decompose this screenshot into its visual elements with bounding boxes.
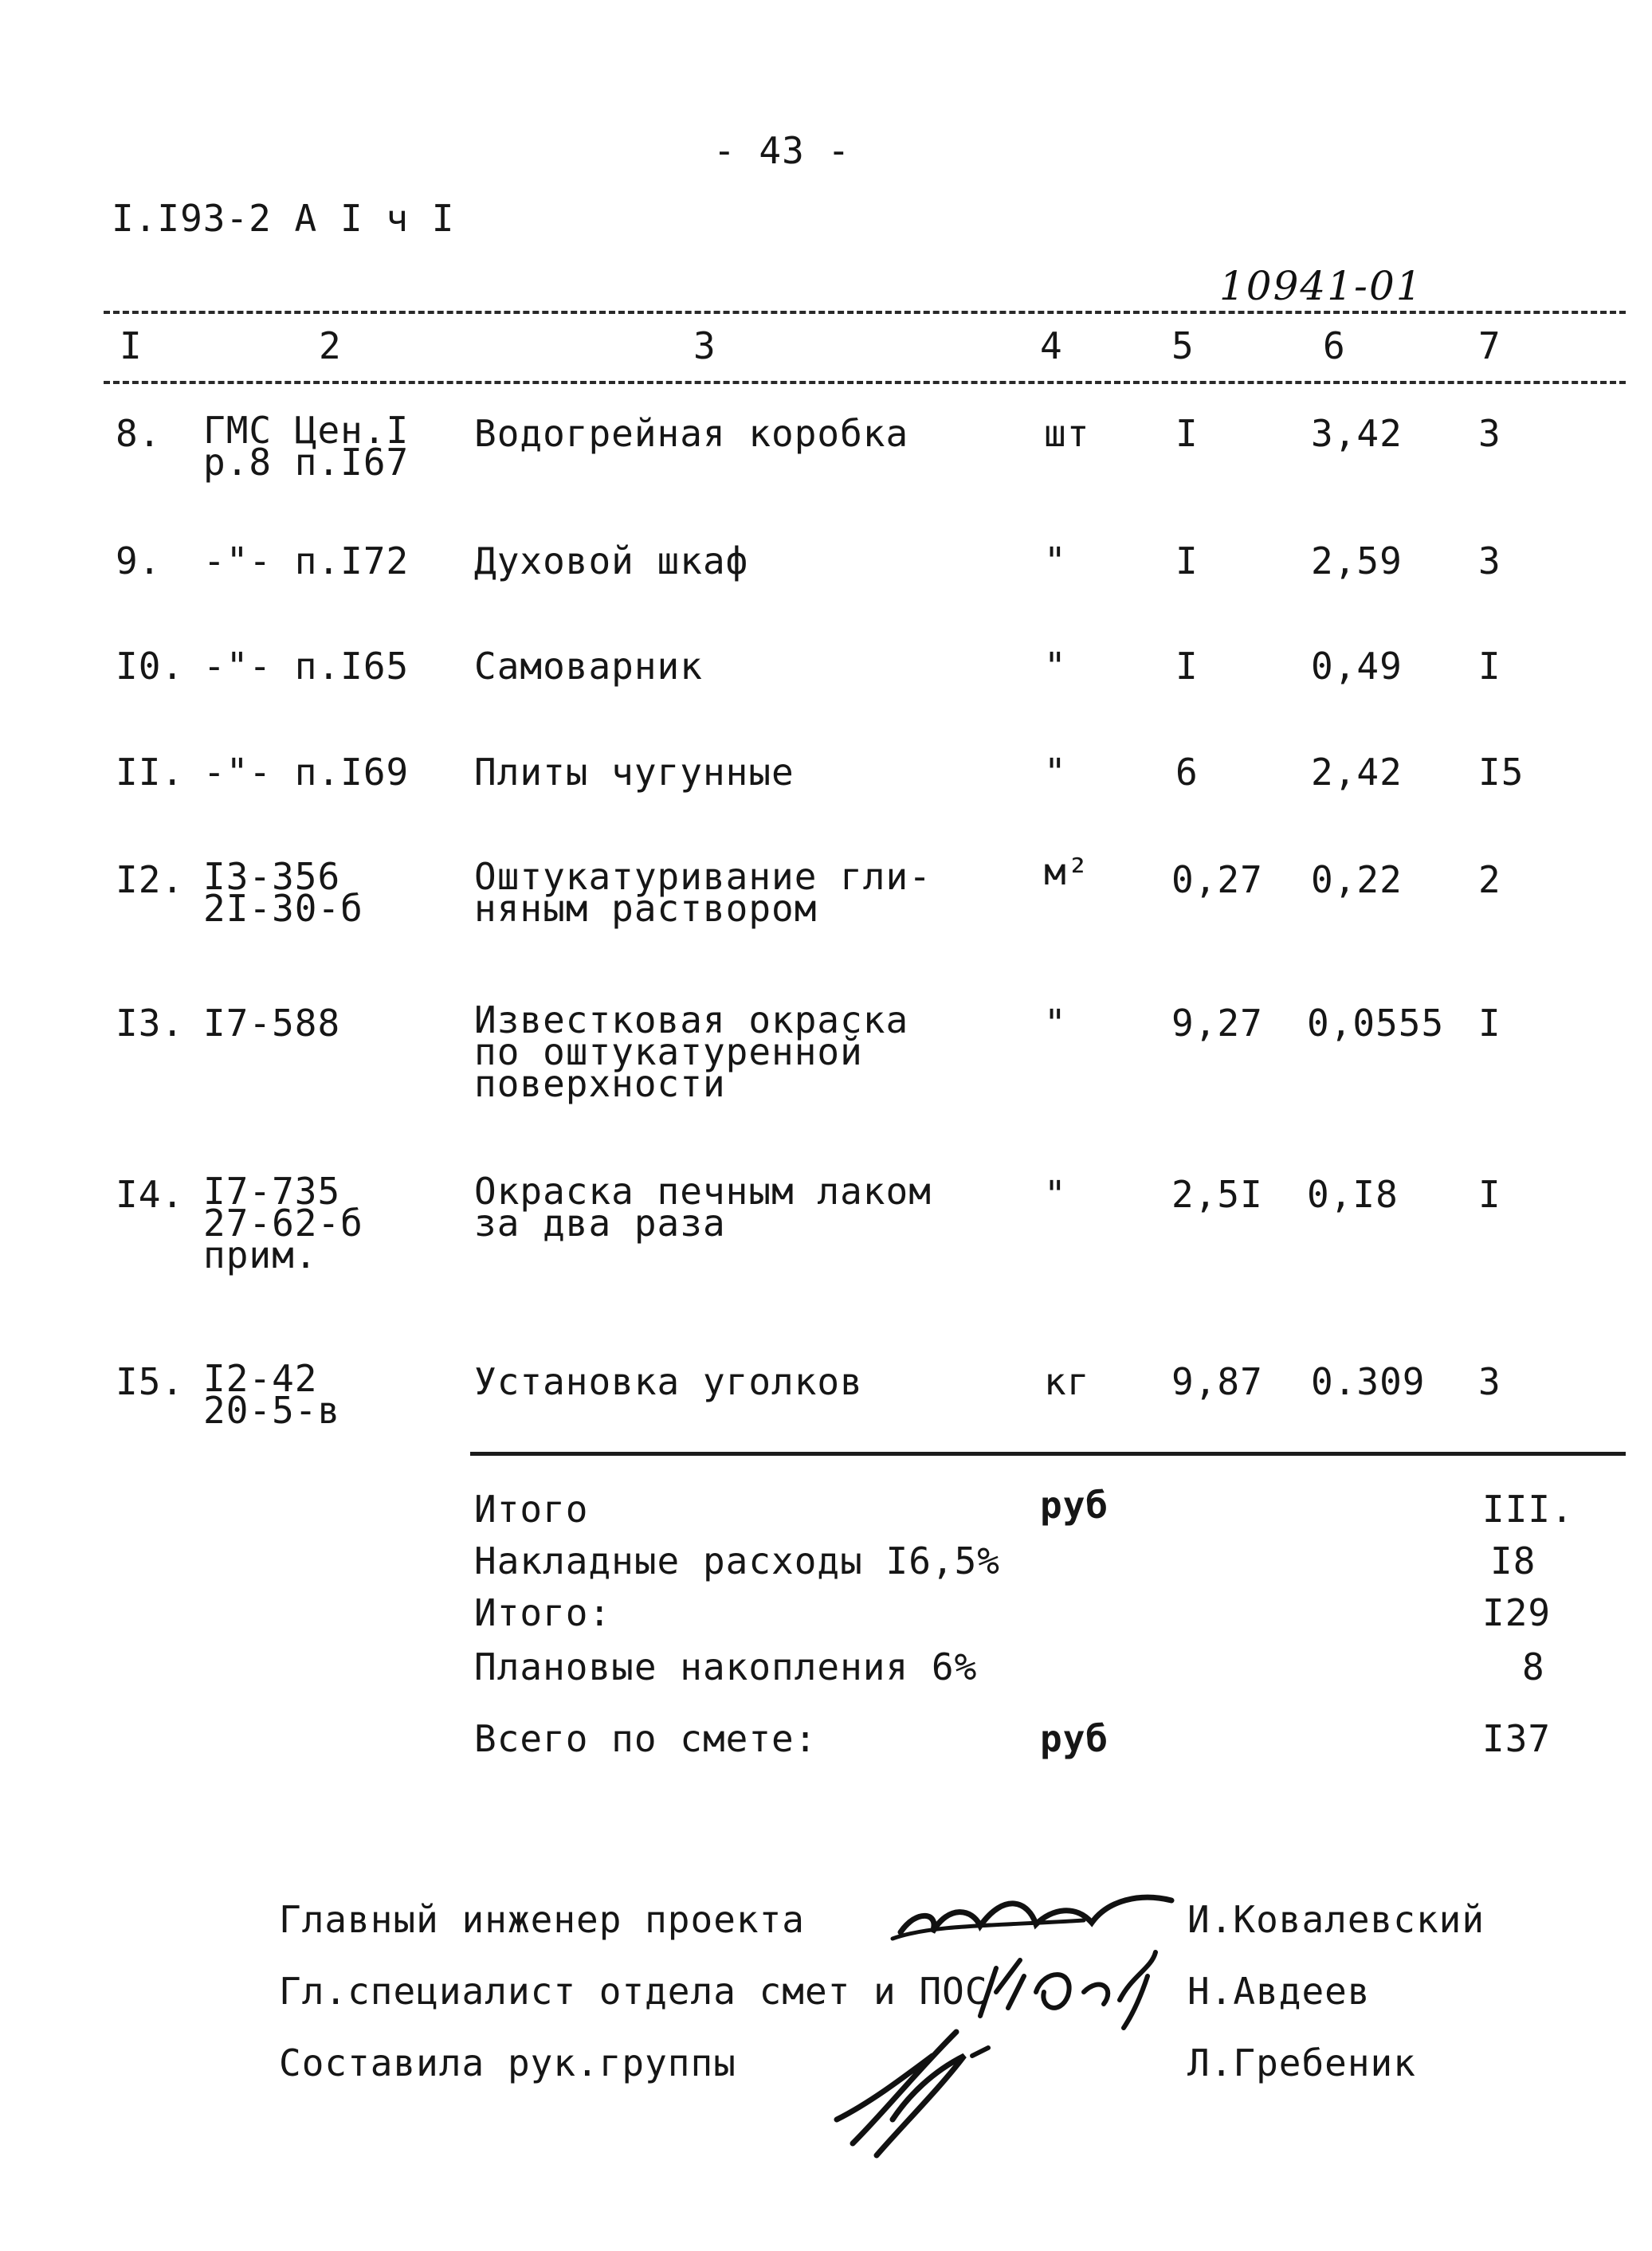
signature-title: Гл.специалист отдела смет и ПОС bbox=[279, 1970, 988, 2013]
header-bottom-rule bbox=[104, 381, 1626, 384]
row-number: I2. bbox=[116, 858, 185, 901]
row-unit-price: 2,59 bbox=[1311, 539, 1403, 582]
totals-unit: руб bbox=[1040, 1717, 1109, 1760]
row-reference: I3-356 2I-30-б bbox=[203, 855, 363, 930]
row-unit: шт bbox=[1044, 412, 1090, 455]
row-reference: -"- п.I69 bbox=[203, 751, 410, 794]
row-number: I5. bbox=[116, 1360, 185, 1403]
row-unit: кг bbox=[1044, 1360, 1090, 1403]
row-unit: " bbox=[1044, 1002, 1067, 1045]
row-unit-price: 0.309 bbox=[1311, 1360, 1426, 1403]
row-number: I3. bbox=[116, 1002, 185, 1045]
totals-label: Итого bbox=[474, 1488, 589, 1531]
row-reference: I2-42 20-5-в bbox=[203, 1357, 341, 1432]
row-reference: I7-588 bbox=[203, 1002, 341, 1045]
row-quantity: 0,27 bbox=[1171, 858, 1263, 901]
row-quantity: 2,5I bbox=[1171, 1173, 1263, 1216]
column-header-6: 6 bbox=[1323, 324, 1346, 367]
totals-rule bbox=[470, 1452, 1626, 1456]
row-total: 3 bbox=[1478, 539, 1501, 582]
signature-name: Л.Гребеник bbox=[1187, 2041, 1416, 2084]
row-quantity: I bbox=[1175, 539, 1199, 582]
row-number: 8. bbox=[116, 412, 162, 455]
row-number: II. bbox=[116, 751, 185, 794]
totals-label: Плановые накопления 6% bbox=[474, 1645, 978, 1688]
row-description: Самоварник bbox=[474, 645, 703, 688]
row-quantity: 9,87 bbox=[1171, 1360, 1263, 1403]
row-description: Водогрейная коробка bbox=[474, 412, 909, 455]
row-unit: " bbox=[1044, 645, 1067, 688]
row-total: 2 bbox=[1478, 858, 1501, 901]
totals-label: Итого: bbox=[474, 1591, 612, 1634]
row-unit-price: 2,42 bbox=[1311, 751, 1403, 794]
document-code: I.I93-2 А I ч I bbox=[112, 197, 455, 240]
totals-label: Всего по смете: bbox=[474, 1717, 818, 1760]
signature-title: Составила рук.группы bbox=[279, 2041, 736, 2084]
row-number: I4. bbox=[116, 1173, 185, 1216]
signature-title: Главный инженер проекта bbox=[279, 1898, 805, 1941]
row-total: I bbox=[1478, 1002, 1501, 1045]
totals-value: III. bbox=[1482, 1488, 1574, 1531]
row-unit: " bbox=[1044, 1173, 1067, 1216]
row-unit-price: 0,0555 bbox=[1307, 1002, 1445, 1045]
column-header-7: 7 bbox=[1478, 324, 1501, 367]
row-total: I5 bbox=[1478, 751, 1524, 794]
row-number: I0. bbox=[116, 645, 185, 688]
signature-mark-2 bbox=[964, 1944, 1171, 2032]
signature-name: И.Ковалевский bbox=[1187, 1898, 1485, 1941]
totals-value: I29 bbox=[1482, 1591, 1552, 1634]
row-reference: -"- п.I72 bbox=[203, 539, 410, 582]
row-unit-price: 0,49 bbox=[1311, 645, 1403, 688]
totals-value: I37 bbox=[1482, 1717, 1552, 1760]
column-header-4: 4 bbox=[1040, 324, 1063, 367]
row-description: Оштукатуривание гли- няным раствором bbox=[474, 855, 932, 930]
column-header-1: I bbox=[120, 324, 143, 367]
row-quantity: 6 bbox=[1175, 751, 1199, 794]
row-quantity: I bbox=[1175, 412, 1199, 455]
row-number: 9. bbox=[116, 539, 162, 582]
column-header-3: 3 bbox=[693, 324, 716, 367]
handwritten-number: 10941-01 bbox=[1219, 263, 1423, 309]
totals-unit: руб bbox=[1040, 1484, 1109, 1527]
row-description: Известковая окраска по оштукатуренной поверхности bbox=[474, 998, 909, 1105]
row-reference: ГМС Цен.I р.8 п.I67 bbox=[203, 409, 410, 484]
row-unit: " bbox=[1044, 751, 1067, 794]
signature-name: Н.Авдеев bbox=[1187, 1970, 1371, 2013]
page-number: - 43 - bbox=[713, 129, 851, 172]
row-description: Духовой шкаф bbox=[474, 539, 749, 582]
row-unit: м² bbox=[1044, 850, 1090, 893]
row-description: Установка уголков bbox=[474, 1360, 863, 1403]
row-unit-price: 0,22 bbox=[1311, 858, 1403, 901]
row-total: I bbox=[1478, 645, 1501, 688]
totals-value: I8 bbox=[1490, 1539, 1536, 1582]
signature-mark-1 bbox=[885, 1876, 1187, 1948]
row-description: Окраска печным лаком за два раза bbox=[474, 1170, 932, 1245]
row-quantity: I bbox=[1175, 645, 1199, 688]
row-reference: I7-735 27-62-б прим. bbox=[203, 1170, 363, 1276]
totals-value: 8 bbox=[1522, 1645, 1545, 1688]
row-quantity: 9,27 bbox=[1171, 1002, 1263, 1045]
column-header-2: 2 bbox=[319, 324, 342, 367]
signature-mark-3 bbox=[821, 2024, 996, 2159]
totals-label: Накладные расходы I6,5% bbox=[474, 1539, 1000, 1582]
row-reference: -"- п.I65 bbox=[203, 645, 410, 688]
row-unit-price: 3,42 bbox=[1311, 412, 1403, 455]
header-top-rule bbox=[104, 311, 1626, 314]
column-header-5: 5 bbox=[1171, 324, 1195, 367]
row-unit-price: 0,I8 bbox=[1307, 1173, 1399, 1216]
row-total: 3 bbox=[1478, 412, 1501, 455]
row-total: 3 bbox=[1478, 1360, 1501, 1403]
row-description: Плиты чугунные bbox=[474, 751, 795, 794]
row-unit: " bbox=[1044, 539, 1067, 582]
row-total: I bbox=[1478, 1173, 1501, 1216]
